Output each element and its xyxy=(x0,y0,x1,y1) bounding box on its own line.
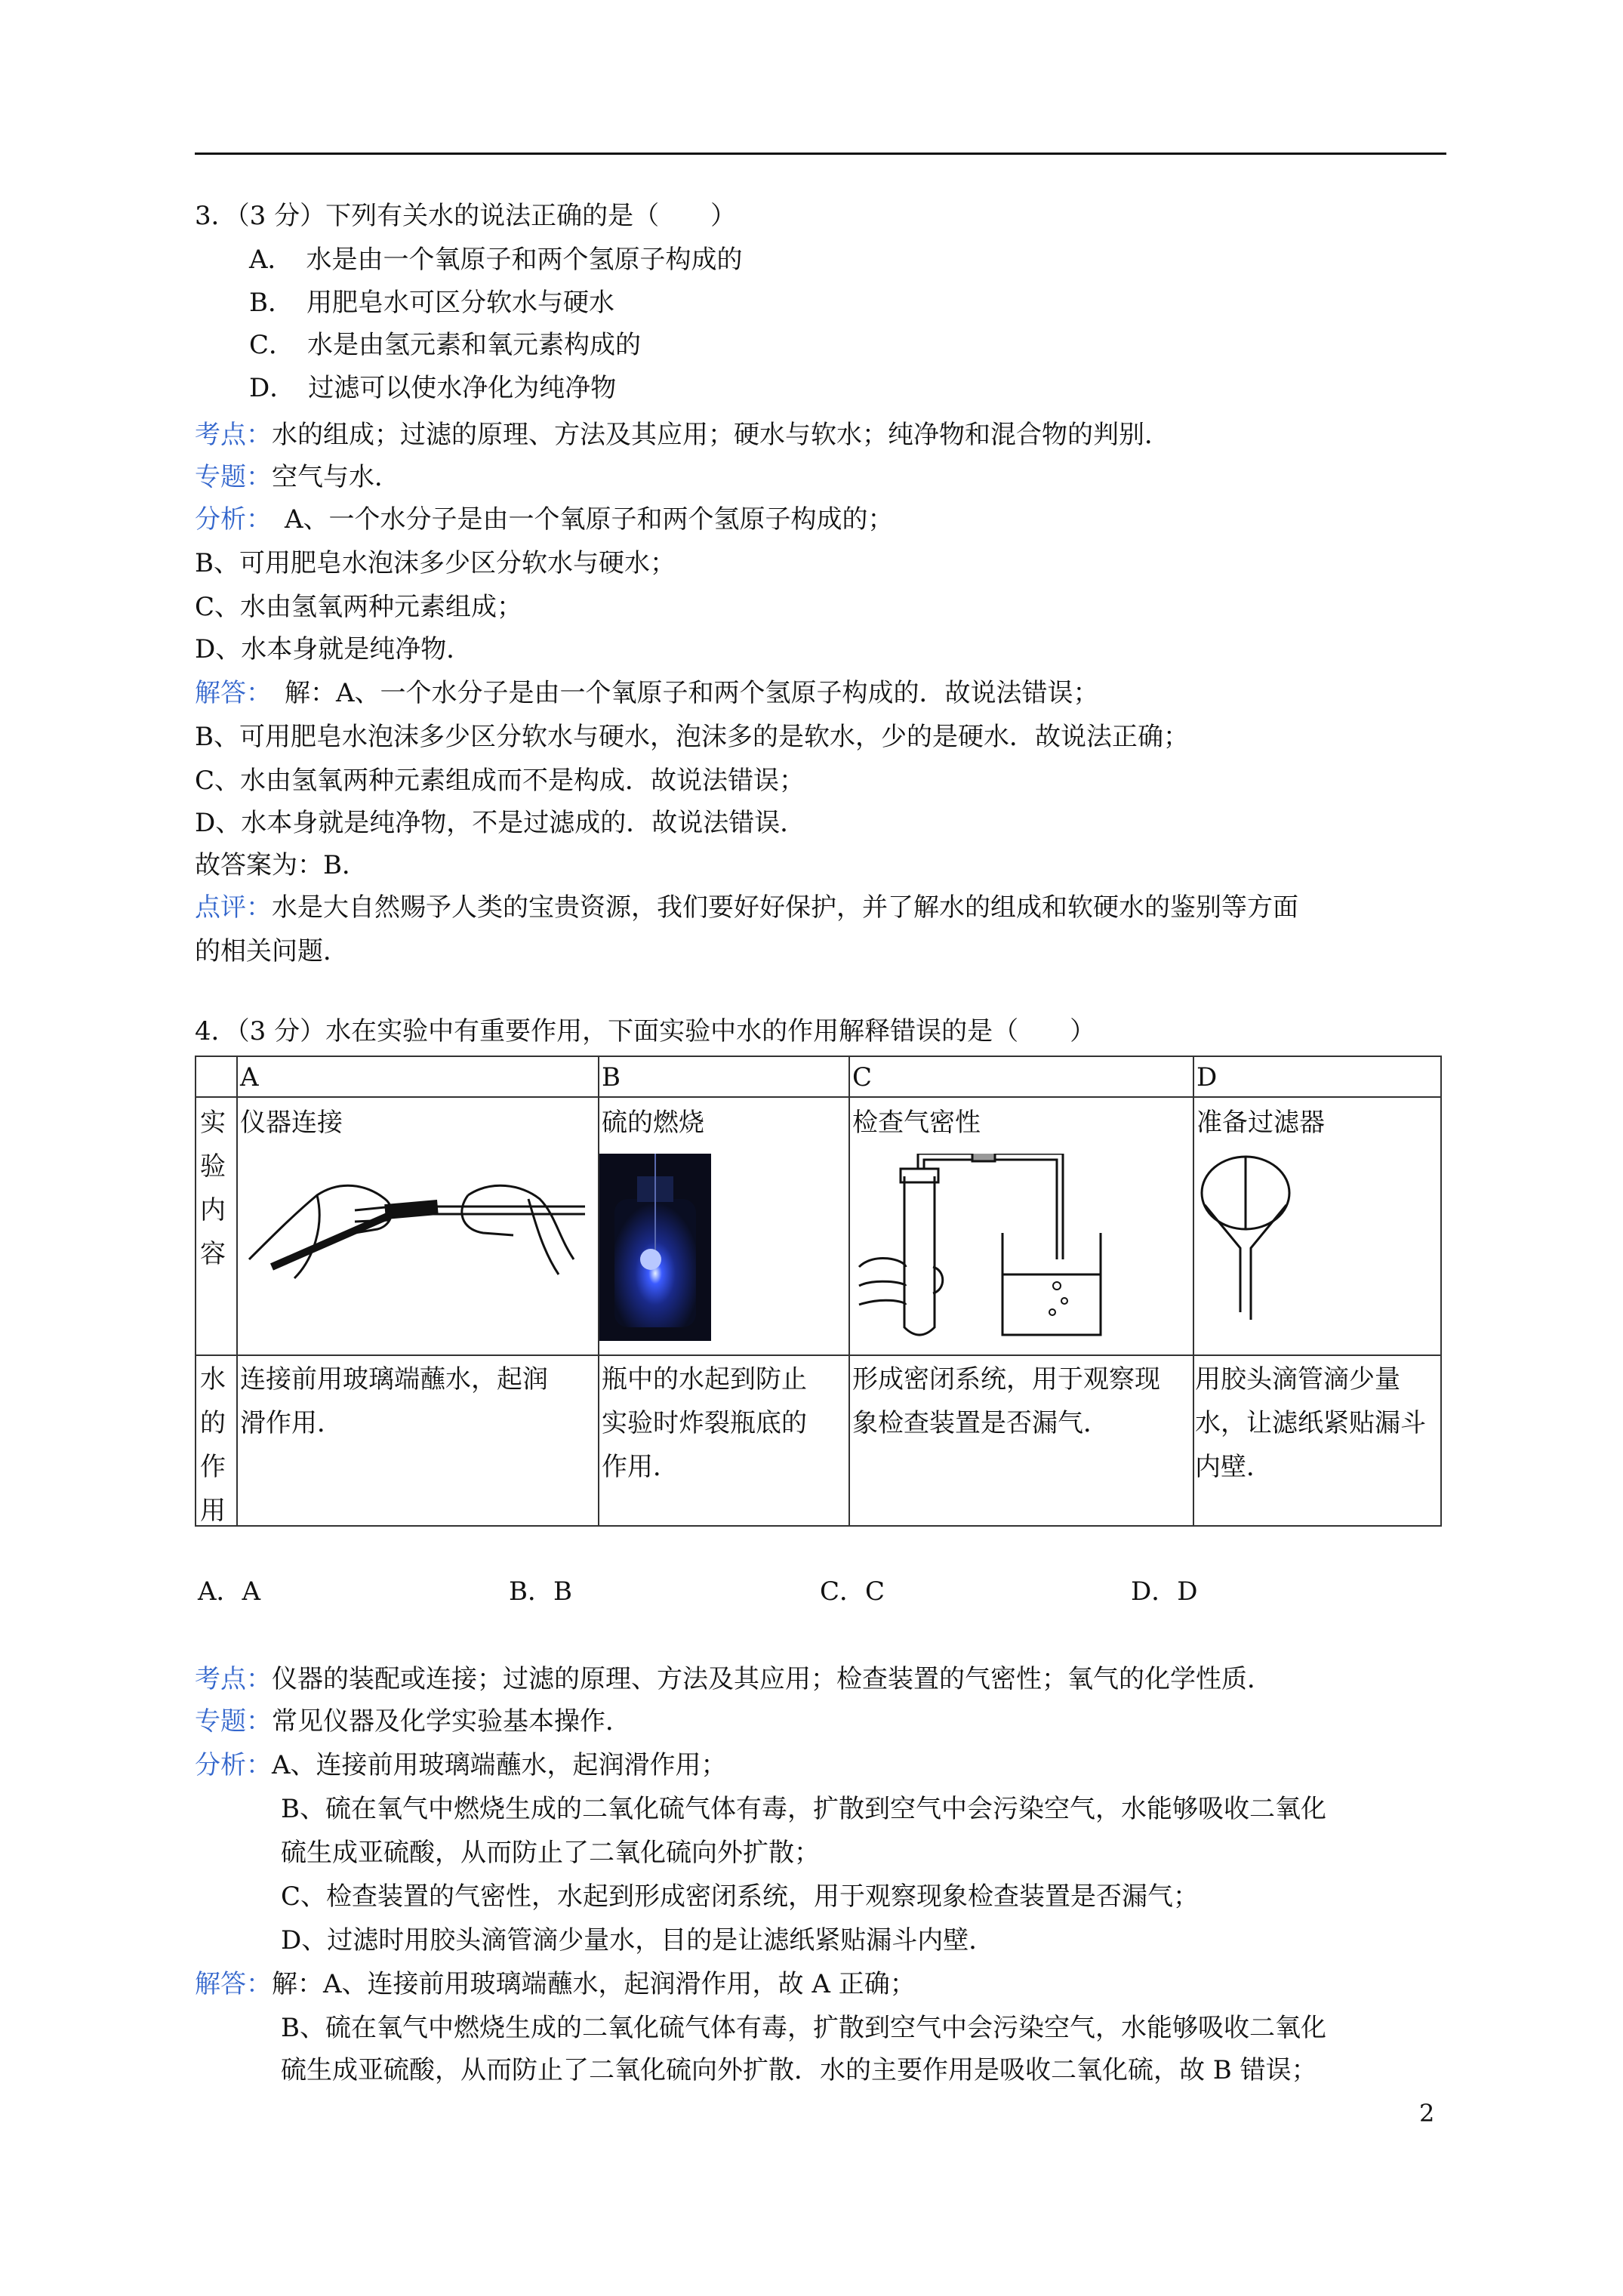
role-a xyxy=(240,1358,548,1445)
q3-jieda-line: C、水由氢氧两种元素组成而不是构成．故说法错误； xyxy=(195,766,805,796)
q4-fenxi xyxy=(195,1747,727,1783)
q3-option-b: B． 用肥皂水可区分软水与硬水 xyxy=(249,288,614,318)
experiment-d-title: 准备过滤器 xyxy=(1196,1108,1325,1138)
q3-jieda xyxy=(195,675,1099,711)
table-border xyxy=(236,1056,238,1527)
q3-jieda-line: D、水本身就是纯净物，不是过滤成的．故说法错误． xyxy=(195,808,806,838)
sulfur-burning-photo xyxy=(599,1154,711,1341)
q3-option-a: A． 水是由一个氧原子和两个氢原子构成的 xyxy=(249,245,743,275)
q3-dianping-line: 的相关问题． xyxy=(195,936,349,966)
role-c xyxy=(852,1358,1160,1445)
q4-jieda xyxy=(195,1966,916,2002)
fenxi-label: 分析： xyxy=(195,504,259,535)
q4-zhuanti-text: 常见仪器及化学实验基本操作． xyxy=(272,1706,631,1737)
role-line: 实验时炸裂瓶底的 xyxy=(602,1408,807,1438)
jieda-label: 解答： xyxy=(195,678,259,708)
q4-jieda-line: B、硫在氧气中燃烧生成的二氧化硫气体有毒，扩散到空气中会污染空气，水能够吸收二氧化 xyxy=(281,2013,1326,2043)
q3-kaodian-text: 水的组成；过滤的原理、方法及其应用；硬水与软水；纯净物和混合物的判别． xyxy=(272,420,1170,450)
row-label-char: 作 xyxy=(200,1452,226,1482)
role-line: 用胶头滴管滴少量 xyxy=(1195,1364,1400,1395)
role-b xyxy=(602,1358,807,1489)
instrument-connection-illustration xyxy=(242,1154,589,1282)
page-number: 2 xyxy=(1419,2099,1435,2128)
q4-fenxi-line: D、过滤时用胶头滴管滴少量水，目的是让滤纸紧贴漏斗内壁． xyxy=(281,1925,995,1955)
fenxi-label: 分析： xyxy=(195,1750,272,1780)
q4-choice-c: C．C xyxy=(820,1576,885,1607)
q3-dianping-line: 水是大自然赐予人类的宝贵资源，我们要好好保护，并了解水的组成和软硬水的鉴别等方面 xyxy=(272,892,1298,923)
table-border xyxy=(195,1096,1442,1098)
experiment-a-title: 仪器连接 xyxy=(240,1108,343,1138)
q4-jieda-line: 硫生成亚硫酸，从而防止了二氧化硫向外扩散．水的主要作用是吸收二氧化硫，故 B 错误； xyxy=(281,2055,1317,2085)
row-label-char: 容 xyxy=(200,1239,226,1269)
q4-choice-b: B．B xyxy=(509,1576,572,1607)
role-line: 内壁． xyxy=(1195,1452,1272,1482)
q4-kaodian-text: 仪器的装配或连接；过滤的原理、方法及其应用；检查装置的气密性；氧气的化学性质． xyxy=(272,1664,1273,1694)
role-line: 形成密闭系统，用于观察现 xyxy=(852,1364,1160,1395)
kaodian-label: 考点： xyxy=(195,420,272,450)
q4-fenxi-line: B、硫在氧气中燃烧生成的二氧化硫气体有毒，扩散到空气中会污染空气，水能够吸收二氧化 xyxy=(281,1794,1326,1824)
dianping-label: 点评： xyxy=(195,892,272,923)
col-head-c: C xyxy=(852,1062,873,1093)
role-line: 连接前用玻璃端蘸水，起润 xyxy=(240,1364,548,1395)
col-head-d: D xyxy=(1196,1062,1218,1093)
row-label-char: 用 xyxy=(200,1496,226,1526)
q3-fenxi-line: C、水由氢氧两种元素组成； xyxy=(195,592,523,622)
q3-fenxi-line: A、一个水分子是由一个氧原子和两个氢原子构成的； xyxy=(259,504,894,535)
table-border xyxy=(195,1525,1442,1527)
q3-option-d: D． 过滤可以使水净化为纯净物 xyxy=(249,373,617,403)
role-line: 水，让滤纸紧贴漏斗 xyxy=(1195,1408,1426,1438)
q3-jieda-line: B、可用肥皂水泡沫多少区分软水与硬水，泡沫多的是软水，少的是硬水．故说法正确； xyxy=(195,722,1189,752)
q4-fenxi-line: C、检查装置的气密性，水起到形成密闭系统，用于观察现象检查装置是否漏气； xyxy=(281,1881,1200,1912)
row-label-experiment xyxy=(198,1101,228,1276)
table-border xyxy=(195,1056,1442,1057)
row-label-water-role xyxy=(198,1358,228,1533)
row-label-char: 水 xyxy=(200,1364,226,1395)
row-label-char: 实 xyxy=(200,1108,226,1138)
q3-jieda-line: 解：A、一个水分子是由一个氧原子和两个氢原子构成的．故说法错误； xyxy=(259,678,1099,708)
q3-kaodian xyxy=(195,417,1170,453)
q4-choice-d: D．D xyxy=(1131,1576,1198,1607)
q3-answer: 故答案为：B． xyxy=(195,850,368,880)
q4-fenxi-line: A、连接前用玻璃端蘸水，起润滑作用； xyxy=(272,1750,727,1780)
q3-zhuanti xyxy=(195,459,400,495)
col-head-a: A xyxy=(240,1062,259,1093)
experiment-c-title: 检查气密性 xyxy=(852,1108,981,1138)
table-border xyxy=(195,1056,196,1527)
experiment-b-title: 硫的燃烧 xyxy=(602,1108,704,1138)
role-d xyxy=(1195,1358,1426,1489)
q3-zhuanti-text: 空气与水． xyxy=(272,462,400,492)
role-line: 象检查装置是否漏气． xyxy=(852,1408,1109,1438)
kaodian-label: 考点： xyxy=(195,1664,272,1694)
table-border xyxy=(195,1354,1442,1356)
col-head-b: B xyxy=(602,1062,621,1093)
q3-dianping xyxy=(195,889,1298,926)
row-label-char: 的 xyxy=(200,1408,226,1438)
q3-stem: 3．（3 分）下列有关水的说法正确的是（ ） xyxy=(195,201,737,231)
q4-jieda-line: 解：A、连接前用玻璃端蘸水，起润滑作用，故 A 正确； xyxy=(272,1969,916,1999)
zhuanti-label: 专题： xyxy=(195,462,272,492)
q3-fenxi-line: D、水本身就是纯净物． xyxy=(195,634,473,664)
air-tightness-check-illustration xyxy=(852,1154,1190,1350)
q3-fenxi-line: B、可用肥皂水泡沫多少区分软水与硬水； xyxy=(195,548,676,578)
q3-option-c: C． 水是由氢元素和氧元素构成的 xyxy=(249,330,642,360)
q4-stem: 4．（3 分）水在实验中有重要作用，下面实验中水的作用解释错误的是（ ） xyxy=(195,1016,1096,1046)
role-line: 瓶中的水起到防止 xyxy=(602,1364,807,1395)
role-line: 作用． xyxy=(602,1452,679,1482)
zhuanti-label: 专题： xyxy=(195,1706,272,1737)
funnel-filter-illustration xyxy=(1199,1154,1297,1327)
table-border xyxy=(1193,1056,1194,1527)
q4-fenxi-line: 硫生成亚硫酸，从而防止了二氧化硫向外扩散； xyxy=(281,1838,820,1868)
table-border xyxy=(1440,1056,1442,1527)
q4-table xyxy=(195,1056,1442,1527)
row-label-char: 内 xyxy=(200,1195,226,1225)
q4-zhuanti xyxy=(195,1703,631,1740)
q3-fenxi xyxy=(195,501,894,538)
jieda-label: 解答： xyxy=(195,1969,272,1999)
role-line: 滑作用． xyxy=(240,1408,343,1438)
table-border xyxy=(848,1056,850,1527)
header-rule xyxy=(195,153,1446,155)
q4-choice-a: A．A xyxy=(198,1576,261,1607)
row-label-char: 验 xyxy=(200,1151,226,1182)
q4-kaodian xyxy=(195,1661,1273,1697)
